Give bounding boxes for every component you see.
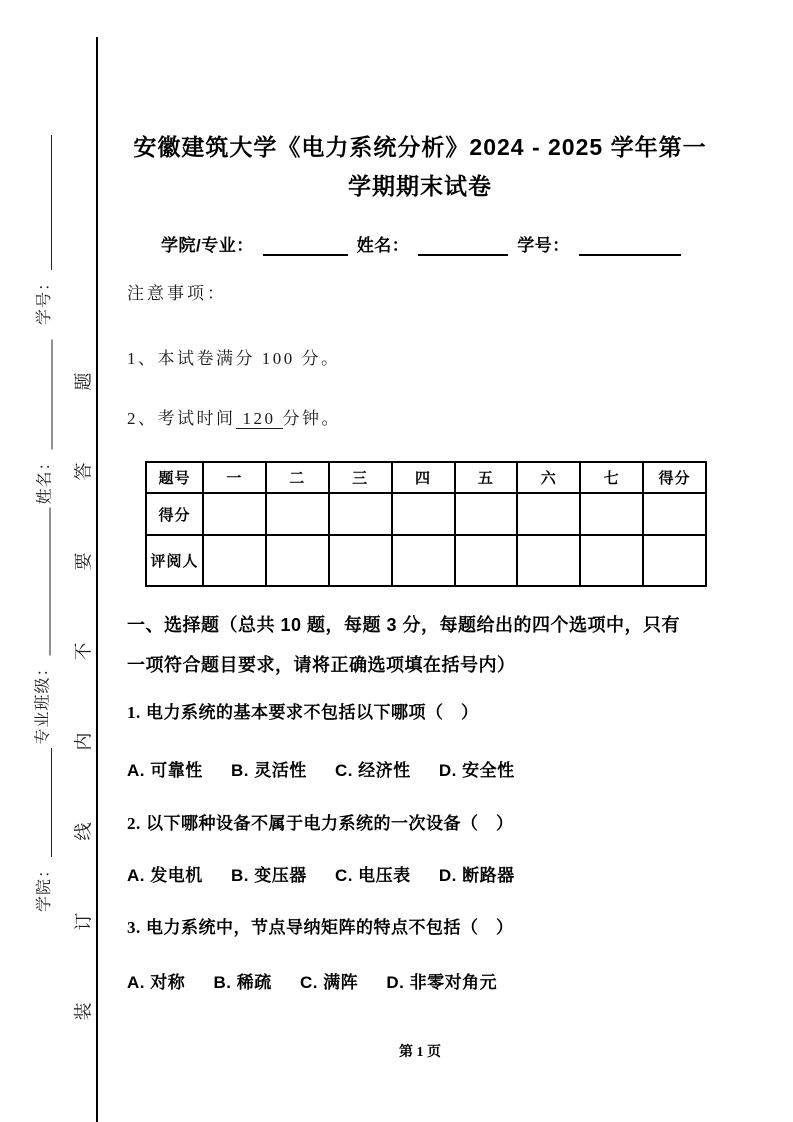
score-row — [146, 493, 706, 535]
sidebar-name-label: 姓名： — [36, 453, 53, 505]
score-cell — [266, 493, 329, 535]
sidebar-college-label: 学院： — [35, 860, 53, 912]
score-table-header-question-no: 题号 — [146, 462, 203, 493]
reviewer-cell — [203, 535, 266, 586]
score-cell — [580, 493, 643, 535]
score-cell — [455, 493, 518, 535]
score-cell — [203, 493, 266, 535]
page-title-line1: 安徽建筑大学《电力系统分析》2024 - 2025 学年第一 — [133, 134, 707, 160]
question-1-option-a: A. 可靠性 — [127, 761, 203, 780]
sidebar-college-field — [29, 748, 55, 912]
reviewer-cell — [643, 535, 706, 586]
section-1-heading-line1: 一、选择题（总共 10 题，每题 3 分，每题给出的四个选项中，只有 — [127, 615, 681, 635]
score-table-header-col2: 二 — [266, 462, 329, 493]
college-major-label: 学院/专业： — [161, 236, 254, 255]
question-3-option-a: A. 对称 — [127, 973, 186, 992]
note-item-2-suffix: 分钟。 — [282, 409, 341, 428]
score-table-header-col5: 五 — [455, 462, 518, 493]
score-table-header-col6: 六 — [517, 462, 580, 493]
score-cell — [643, 493, 706, 535]
page-number: 第 1 页 — [399, 1045, 441, 1060]
sidebar-student-id-blank — [32, 135, 51, 270]
reviewer-cell — [392, 535, 455, 586]
question-2-option-b: B. 变压器 — [230, 866, 307, 885]
question-1 — [127, 701, 713, 725]
page-title — [127, 128, 713, 206]
question-1-option-b: B. 灵活性 — [230, 761, 307, 780]
sidebar-student-id-field — [29, 135, 55, 325]
student-id-label: 学号： — [517, 236, 570, 255]
question-3-text: 电力系统中，节点导纳矩阵的特点不包括（ ） — [145, 918, 514, 937]
score-table-header-row — [146, 462, 706, 493]
note-item-2-prefix: 2、考试时间 — [127, 409, 236, 428]
question-2-options — [127, 864, 713, 888]
reviewer-cell — [580, 535, 643, 586]
question-3 — [127, 916, 713, 940]
name-label: 姓名： — [356, 236, 410, 255]
reviewer-row-label: 评阅人 — [146, 535, 203, 586]
sidebar-name-field — [30, 340, 56, 505]
section-1-heading — [127, 605, 713, 685]
question-3-options — [127, 971, 713, 995]
question-1-text: 电力系统的基本要求不包括以下哪项（ ） — [145, 703, 479, 722]
student-id-blank — [579, 234, 681, 256]
question-2 — [127, 812, 713, 836]
score-cell — [517, 493, 580, 535]
reviewer-row — [146, 535, 706, 586]
question-2-option-c: C. 电压表 — [334, 866, 411, 885]
section-1-heading-line2: 一项符合题目要求，请将正确选项填在括号内） — [127, 655, 516, 675]
score-cell — [329, 493, 392, 535]
question-3-option-c: C. 满阵 — [299, 973, 359, 992]
sidebar-major-class-label: 专业班级： — [34, 659, 51, 745]
reviewer-cell — [266, 535, 329, 586]
name-blank — [418, 234, 508, 256]
reviewer-cell — [517, 535, 580, 586]
sidebar-name-blank — [33, 340, 52, 450]
question-3-option-b: B. 稀疏 — [213, 973, 272, 992]
notes-heading: 注意事项： — [127, 284, 227, 303]
reviewer-cell — [455, 535, 518, 586]
question-1-option-c: C. 经济性 — [334, 761, 411, 780]
score-table — [145, 461, 707, 587]
question-1-option-d: D. 安全性 — [438, 761, 515, 780]
question-3-number: 3. — [127, 918, 141, 937]
score-cell — [392, 493, 455, 535]
exam-duration-value: 120 — [236, 409, 283, 429]
sidebar-major-class-field — [28, 508, 54, 745]
question-2-option-a: A. 发电机 — [127, 866, 203, 885]
score-table-header-col4: 四 — [392, 462, 455, 493]
binding-instruction-text: 装订线内不要答题 — [73, 300, 94, 1021]
question-2-text: 以下哪种设备不属于电力系统的一次设备（ ） — [145, 814, 514, 833]
reviewer-cell — [329, 535, 392, 586]
question-1-options — [127, 759, 713, 783]
question-2-number: 2. — [127, 814, 141, 833]
sidebar-college-blank — [32, 748, 51, 857]
score-table-header-col1: 一 — [203, 462, 266, 493]
score-table-header-total: 得分 — [643, 462, 706, 493]
header-fields-row — [161, 230, 713, 256]
question-3-option-d: D. 非零对角元 — [386, 973, 498, 992]
page-title-line2: 学期期末试卷 — [348, 173, 492, 199]
score-row-label: 得分 — [146, 493, 203, 535]
question-1-number: 1. — [127, 703, 141, 722]
college-major-blank — [263, 234, 348, 256]
sidebar-major-class-blank — [31, 508, 50, 656]
sidebar-student-id-label: 学号： — [35, 273, 53, 325]
question-2-option-d: D. 断路器 — [438, 866, 515, 885]
note-item-2 — [127, 407, 713, 431]
score-table-header-col7: 七 — [580, 462, 643, 493]
note-item-1: 1、本试卷满分 100 分。 — [127, 349, 341, 368]
score-table-header-col3: 三 — [329, 462, 392, 493]
exam-page — [127, 0, 713, 1065]
